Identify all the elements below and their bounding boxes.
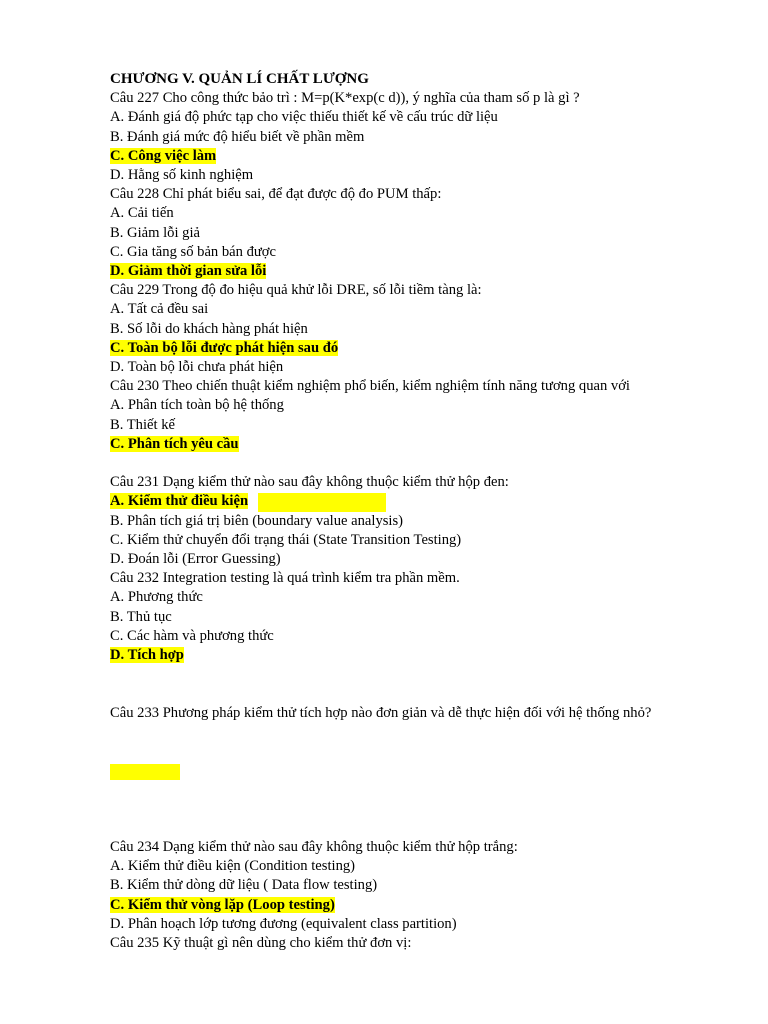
option-line: A. Kiểm thử điều kiện (Condition testing): [110, 858, 356, 875]
option-line: D. Phân hoạch lớp tương đương (equivalent class partition): [110, 915, 457, 932]
option-line: A. Phân tích toàn bộ hệ thống: [110, 397, 284, 414]
option-line: B. Đánh giá mức độ hiểu biết về phần mềm: [110, 128, 365, 145]
question-line: Câu 233 Phương pháp kiểm thử tích hợp nào đơn giản và dễ thực hiện đối với hệ thống nhỏ?: [110, 704, 652, 721]
question-line: Câu 231 Dạng kiểm thử nào sau đây không thuộc kiểm thử hộp đen:: [110, 474, 509, 491]
question-line: Câu 230 Theo chiến thuật kiểm nghiệm phổ biến, kiểm nghiệm tính năng tương quan với: [110, 378, 630, 395]
option-line: A. Tất cả đều sai: [110, 301, 209, 318]
option-line: A. Đánh giá độ phức tạp cho việc thiếu thiết kế về cấu trúc dữ liệu: [110, 109, 498, 126]
option-line: A. Cải tiến: [110, 205, 174, 222]
option-line: D. Toàn bộ lỗi chưa phát hiện: [110, 359, 284, 375]
option-line: B. Kiểm thử dòng dữ liệu ( Data flow testing): [110, 877, 378, 894]
blank-answer-highlight: [110, 764, 180, 780]
question-line: Câu 235 Kỹ thuật gì nên dùng cho kiểm thử đơn vị:: [110, 935, 412, 951]
highlighted-answer: D. Giảm thời gian sửa lỗi: [110, 263, 267, 279]
highlighted-answer: C. Công việc làm: [110, 147, 217, 164]
option-line: B. Thiết kế: [110, 416, 175, 433]
option-line: D. Đoán lỗi (Error Guessing): [110, 551, 281, 567]
answer-highlight-extension: [258, 493, 386, 512]
option-line: C. Các hàm và phương thức: [110, 627, 274, 644]
highlighted-answer: C. Phân tích yêu cầu: [110, 435, 239, 452]
option-line: A. Phương thức: [110, 589, 203, 606]
highlighted-answer: A. Kiểm thử điều kiện: [110, 493, 249, 510]
highlighted-answer: D. Tích hợp: [110, 647, 184, 663]
highlighted-answer: C. Kiểm thử vòng lặp (Loop testing): [110, 896, 335, 913]
correct-answer-line: [110, 262, 266, 281]
option-line: B. Giảm lỗi giả: [110, 224, 200, 241]
correct-answer-line: [110, 492, 248, 511]
correct-answer-line: [110, 896, 335, 915]
option-line: B. Số lỗi do khách hàng phát hiện: [110, 320, 308, 337]
option-line: D. Hằng số kinh nghiệm: [110, 167, 254, 183]
option-line: B. Phân tích giá trị biên (boundary value analysis): [110, 512, 404, 529]
highlighted-answer: C. Toàn bộ lỗi được phát hiện sau đó: [110, 339, 339, 356]
question-line: Câu 227 Cho công thức bảo trì : M=p(K*exp(c d)), ý nghĩa của tham số p là gì ?: [110, 90, 580, 107]
correct-answer-line: [110, 339, 338, 358]
correct-answer-line: [110, 646, 184, 665]
question-line: Câu 228 Chỉ phát biểu sai, để đạt được độ đo PUM thấp:: [110, 186, 442, 203]
option-line: C. Gia tăng số bản bán được: [110, 243, 276, 260]
option-line: C. Kiểm thử chuyển đổi trạng thái (State Transition Testing): [110, 531, 462, 548]
question-line: Câu 229 Trong độ đo hiệu quả khử lỗi DRE, số lỗi tiềm tàng là:: [110, 282, 482, 299]
question-line: Câu 232 Integration testing là quá trình kiểm tra phần mềm.: [110, 570, 460, 587]
correct-answer-line: [110, 147, 216, 166]
question-line: Câu 234 Dạng kiểm thử nào sau đây không thuộc kiểm thử hộp trắng:: [110, 839, 518, 855]
chapter-title: CHƯƠNG V. QUẢN LÍ CHẤT LƯỢNG: [110, 71, 369, 87]
option-line: B. Thủ tục: [110, 608, 172, 625]
correct-answer-line: [110, 435, 239, 454]
